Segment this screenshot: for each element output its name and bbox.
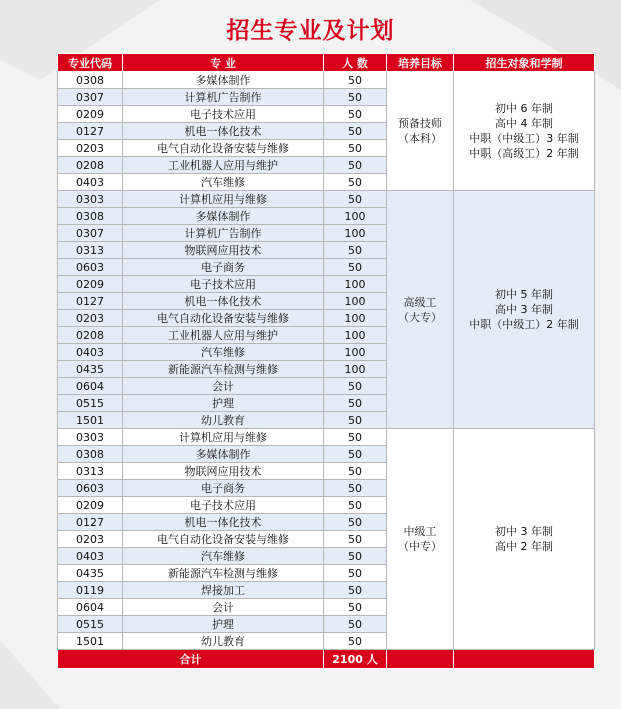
header-admission: 招生对象和学制 [454, 54, 595, 72]
table-row [58, 72, 595, 89]
cell-code: 0307 [58, 89, 123, 106]
total-value: 2100 人 [324, 650, 387, 669]
cell-major: 汽车维修 [123, 344, 324, 361]
training-target-line: （中专） [398, 540, 442, 553]
cell-major: 机电一体化技术 [123, 293, 324, 310]
cell-count: 50 [324, 378, 387, 395]
cell-code: 0435 [58, 565, 123, 582]
enrollment-plan-table [57, 53, 595, 669]
cell-code: 0515 [58, 395, 123, 412]
admission-line: 中职（中级工）3 年制 [469, 132, 579, 145]
admission-line: 高中 4 年制 [495, 117, 553, 130]
total-label: 合计 [58, 650, 324, 669]
cell-training-target [387, 191, 454, 429]
header-major: 专 业 [123, 54, 324, 72]
cell-code: 0515 [58, 616, 123, 633]
cell-count: 50 [324, 395, 387, 412]
cell-count: 50 [324, 123, 387, 140]
cell-count: 50 [324, 446, 387, 463]
cell-count: 50 [324, 599, 387, 616]
cell-code: 0435 [58, 361, 123, 378]
training-target-line: （本科） [398, 132, 442, 145]
table-header-row [58, 54, 595, 72]
cell-code: 0209 [58, 106, 123, 123]
cell-major: 多媒体制作 [123, 446, 324, 463]
cell-code: 1501 [58, 633, 123, 650]
cell-count: 50 [324, 633, 387, 650]
admission-line: 高中 2 年制 [495, 540, 553, 553]
cell-major: 工业机器人应用与维护 [123, 157, 324, 174]
admission-line: 初中 6 年制 [495, 102, 553, 115]
cell-major: 多媒体制作 [123, 72, 324, 89]
training-target-line: 预备技师 [398, 117, 442, 130]
cell-code: 0203 [58, 531, 123, 548]
header-count: 人 数 [324, 54, 387, 72]
cell-major: 幼儿教育 [123, 412, 324, 429]
cell-major: 会计 [123, 599, 324, 616]
cell-admission [454, 72, 595, 191]
cell-major: 新能源汽车检测与维修 [123, 565, 324, 582]
cell-major: 物联网应用技术 [123, 463, 324, 480]
cell-major: 电子商务 [123, 480, 324, 497]
cell-major: 多媒体制作 [123, 208, 324, 225]
cell-major: 电子技术应用 [123, 276, 324, 293]
cell-major: 电子技术应用 [123, 106, 324, 123]
cell-major: 电子技术应用 [123, 497, 324, 514]
cell-training-target [387, 72, 454, 191]
cell-major: 计算机应用与维修 [123, 191, 324, 208]
cell-count: 50 [324, 140, 387, 157]
cell-code: 0308 [58, 208, 123, 225]
cell-major: 幼儿教育 [123, 633, 324, 650]
cell-count: 50 [324, 565, 387, 582]
cell-count: 50 [324, 106, 387, 123]
cell-count: 100 [324, 225, 387, 242]
cell-code: 0127 [58, 123, 123, 140]
cell-major: 焊接加工 [123, 582, 324, 599]
header-code: 专业代码 [58, 54, 123, 72]
cell-count: 50 [324, 242, 387, 259]
cell-count: 50 [324, 412, 387, 429]
cell-count: 50 [324, 72, 387, 89]
cell-major: 计算机广告制作 [123, 225, 324, 242]
cell-major: 新能源汽车检测与维修 [123, 361, 324, 378]
cell-major: 机电一体化技术 [123, 123, 324, 140]
cell-major: 电子商务 [123, 259, 324, 276]
cell-count: 50 [324, 616, 387, 633]
cell-code: 0603 [58, 480, 123, 497]
cell-code: 0603 [58, 259, 123, 276]
cell-count: 50 [324, 429, 387, 446]
cell-admission [454, 191, 595, 429]
cell-count: 50 [324, 480, 387, 497]
cell-admission [454, 429, 595, 650]
cell-count: 50 [324, 463, 387, 480]
cell-major: 护理 [123, 395, 324, 412]
cell-count: 100 [324, 276, 387, 293]
admission-line: 初中 5 年制 [495, 288, 553, 301]
page-title: 招生专业及计划 [226, 18, 395, 44]
cell-code: 0604 [58, 378, 123, 395]
admission-line: 初中 3 年制 [495, 525, 553, 538]
admission-line: 中职（中级工）2 年制 [469, 318, 579, 331]
cell-count: 50 [324, 582, 387, 599]
cell-count: 50 [324, 157, 387, 174]
table-row [58, 191, 595, 208]
cell-major: 汽车维修 [123, 548, 324, 565]
cell-code: 0127 [58, 514, 123, 531]
cell-code: 0203 [58, 140, 123, 157]
training-target-line: 中级工 [403, 525, 437, 538]
cell-code: 0604 [58, 599, 123, 616]
cell-code: 0307 [58, 225, 123, 242]
cell-major: 计算机应用与维修 [123, 429, 324, 446]
cell-code: 0208 [58, 327, 123, 344]
cell-count: 50 [324, 548, 387, 565]
header-target: 培养目标 [387, 54, 454, 72]
training-target-line: 高级工 [403, 295, 437, 309]
cell-code: 0208 [58, 157, 123, 174]
table-row [58, 429, 595, 446]
cell-code: 0308 [58, 446, 123, 463]
cell-code: 0403 [58, 548, 123, 565]
cell-code: 0313 [58, 242, 123, 259]
total-row [58, 650, 595, 669]
admission-line: 高中 3 年制 [495, 303, 553, 316]
cell-major: 计算机广告制作 [123, 89, 324, 106]
cell-major: 机电一体化技术 [123, 514, 324, 531]
cell-count: 50 [324, 259, 387, 276]
cell-code: 0119 [58, 582, 123, 599]
cell-code: 0308 [58, 72, 123, 89]
cell-code: 0203 [58, 310, 123, 327]
cell-major: 电气自动化设备安装与维修 [123, 140, 324, 157]
cell-count: 100 [324, 344, 387, 361]
cell-count: 50 [324, 191, 387, 208]
cell-major: 汽车维修 [123, 174, 324, 191]
cell-count: 100 [324, 327, 387, 344]
cell-count: 100 [324, 310, 387, 327]
cell-major: 电气自动化设备安装与维修 [123, 310, 324, 327]
cell-code: 1501 [58, 412, 123, 429]
cell-major: 物联网应用技术 [123, 242, 324, 259]
cell-count: 50 [324, 174, 387, 191]
cell-count: 100 [324, 361, 387, 378]
total-empty-target [387, 650, 454, 669]
total-empty-admission [454, 650, 595, 669]
cell-count: 50 [324, 497, 387, 514]
table-body [58, 72, 595, 650]
cell-major: 工业机器人应用与维护 [123, 327, 324, 344]
cell-code: 0313 [58, 463, 123, 480]
cell-code: 0209 [58, 497, 123, 514]
cell-code: 0403 [58, 344, 123, 361]
cell-code: 0303 [58, 429, 123, 446]
cell-count: 50 [324, 89, 387, 106]
cell-code: 0403 [58, 174, 123, 191]
admission-line: 中职（高级工）2 年制 [469, 147, 579, 160]
cell-major: 会计 [123, 378, 324, 395]
cell-count: 100 [324, 293, 387, 310]
cell-major: 电气自动化设备安装与维修 [123, 531, 324, 548]
cell-count: 100 [324, 208, 387, 225]
cell-major: 护理 [123, 616, 324, 633]
training-target-line: （大专） [398, 310, 442, 324]
cell-code: 0127 [58, 293, 123, 310]
cell-code: 0303 [58, 191, 123, 208]
cell-count: 50 [324, 531, 387, 548]
cell-code: 0209 [58, 276, 123, 293]
cell-training-target [387, 429, 454, 650]
cell-count: 50 [324, 514, 387, 531]
